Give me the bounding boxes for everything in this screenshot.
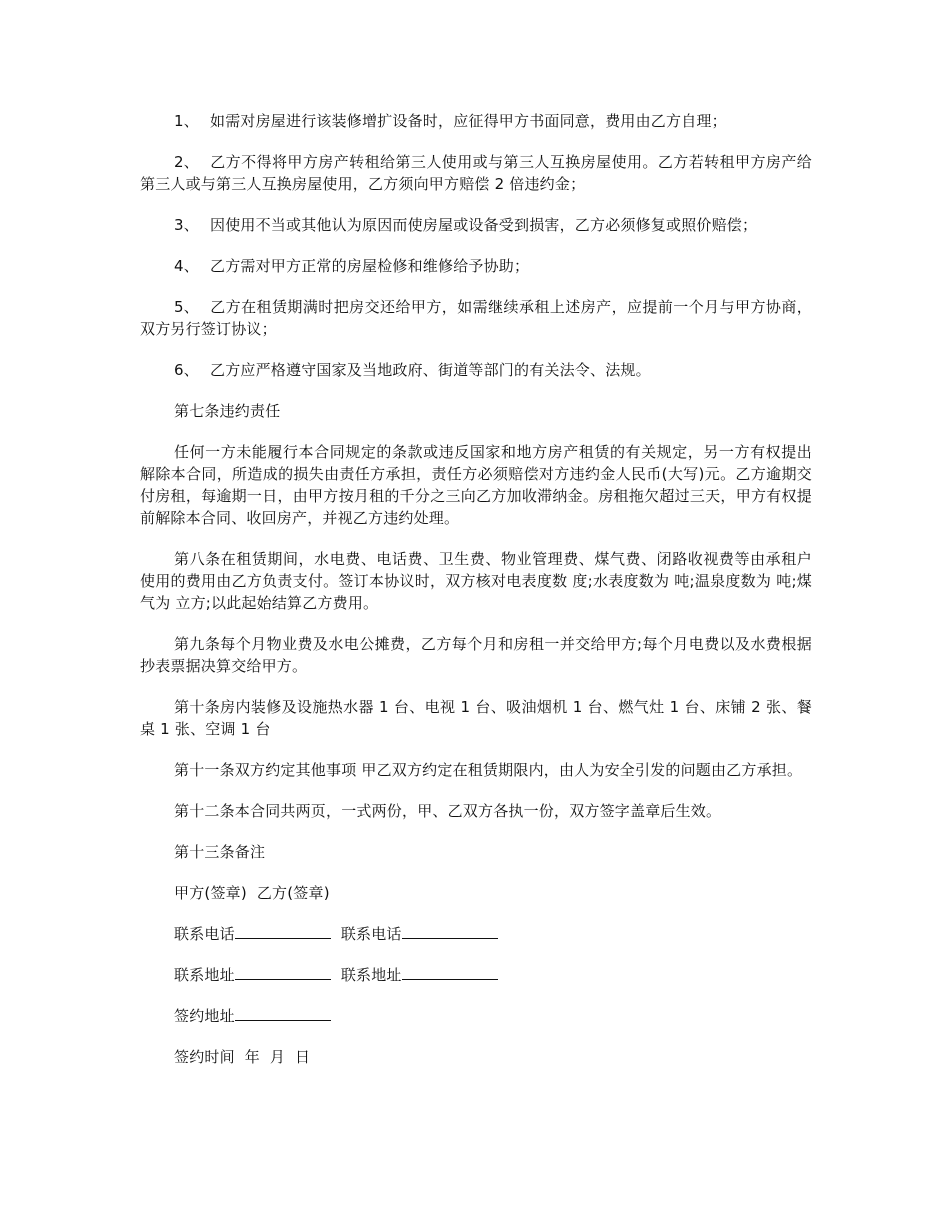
sign-place-row [140, 1005, 812, 1027]
clause-number: 3、 [174, 216, 199, 234]
clause-item-6 [140, 359, 812, 381]
sign-place-blank [235, 1005, 331, 1021]
party-a-phone-label: 联系电话 [174, 925, 235, 943]
sign-time-row: 签约时间 年 月 日 [174, 1048, 311, 1066]
party-b-phone-label: 联系电话 [340, 925, 402, 943]
clause-item-5 [140, 296, 812, 340]
article-7-body: 任何一方未能履行本合同规定的条款或违反国家和地方房产租赁的有关规定，另一方有权提出解除本合同，所造成的损失由责任方承担，责任方必须赔偿对方违约金人民币(大写)元。乙方逾期交付房租，每逾期一日，由甲方按月租的千分之三向乙方加收滞纳金。房租拖欠超过三天，甲方有权提前解除本合同、收回房产，并视乙方违约处理。 [140, 443, 812, 527]
clause-item-4 [140, 255, 812, 277]
clause-text: 乙方应严格遵守国家及当地政府、街道等部门的有关法令、法规。 [210, 361, 651, 379]
clause-text: 乙方在租赁期满时把房交还给甲方，如需继续承租上述房产，应提前一个月与甲方协商，双方另行签订协议； [140, 298, 812, 338]
clause-number: 5、 [174, 298, 199, 316]
party-b-seal-label: 乙方(签章) [256, 884, 330, 902]
party-a-address-blank [235, 964, 331, 980]
party-a-address-label: 联系地址 [174, 966, 235, 984]
article-9-body: 第九条每个月物业费及水电公摊费，乙方每个月和房租一并交给甲方;每个月电费以及水费根据抄表票据决算交给甲方。 [140, 635, 812, 675]
clause-number: 6、 [174, 361, 199, 379]
party-b-address-blank [402, 964, 498, 980]
phone-row [140, 923, 812, 945]
clause-text: 乙方需对甲方正常的房屋检修和维修给予协助； [210, 257, 530, 275]
article-12-body: 第十二条本合同共两页，一式两份，甲、乙双方各执一份，双方签字盖章后生效。 [174, 802, 722, 820]
clause-number: 4、 [174, 257, 199, 275]
address-row [140, 964, 812, 986]
article-11-body: 第十一条双方约定其他事项 甲乙双方约定在租赁期限内，由人为安全引发的问题由乙方承担。 [174, 761, 803, 779]
article-13-title: 第十三条备注 [174, 843, 266, 861]
article-7-title: 第七条违约责任 [174, 402, 281, 420]
clause-item-2 [140, 151, 812, 195]
party-b-phone-blank [402, 923, 498, 939]
article-8-body: 第八条在租赁期间，水电费、电话费、卫生费、物业管理费、煤气费、闭路收视费等由承租户使用的费用由乙方负责支付。签订本协议时，双方核对电表度数 度;水表度数为 吨;温泉度数为 吨;煤气为 立方;以此起始结算乙方费用。 [140, 550, 812, 612]
clause-item-1 [140, 110, 812, 132]
party-a-seal-label: 甲方(签章) [174, 884, 247, 902]
signature-parties [140, 882, 812, 904]
clause-item-3 [140, 214, 812, 236]
party-a-phone-blank [235, 923, 331, 939]
sign-place-label: 签约地址 [174, 1007, 235, 1025]
article-10-body: 第十条房内装修及设施热水器 1 台、电视 1 台、吸油烟机 1 台、燃气灶 1 台、床铺 2 张、餐桌 1 张、空调 1 台 [140, 698, 812, 738]
clause-text: 乙方不得将甲方房产转租给第三人使用或与第三人互换房屋使用。乙方若转租甲方房产给第三人或与第三人互换房屋使用，乙方须向甲方赔偿 2 倍违约金； [140, 153, 812, 193]
clause-text: 如需对房屋进行该装修增扩设备时，应征得甲方书面同意，费用由乙方自理； [210, 112, 727, 130]
clause-number: 2、 [174, 153, 199, 171]
party-b-address-label: 联系地址 [340, 966, 402, 984]
clause-number: 1、 [174, 112, 199, 130]
clause-text: 因使用不当或其他认为原因而使房屋或设备受到损害，乙方必须修复或照价赔偿； [210, 216, 758, 234]
